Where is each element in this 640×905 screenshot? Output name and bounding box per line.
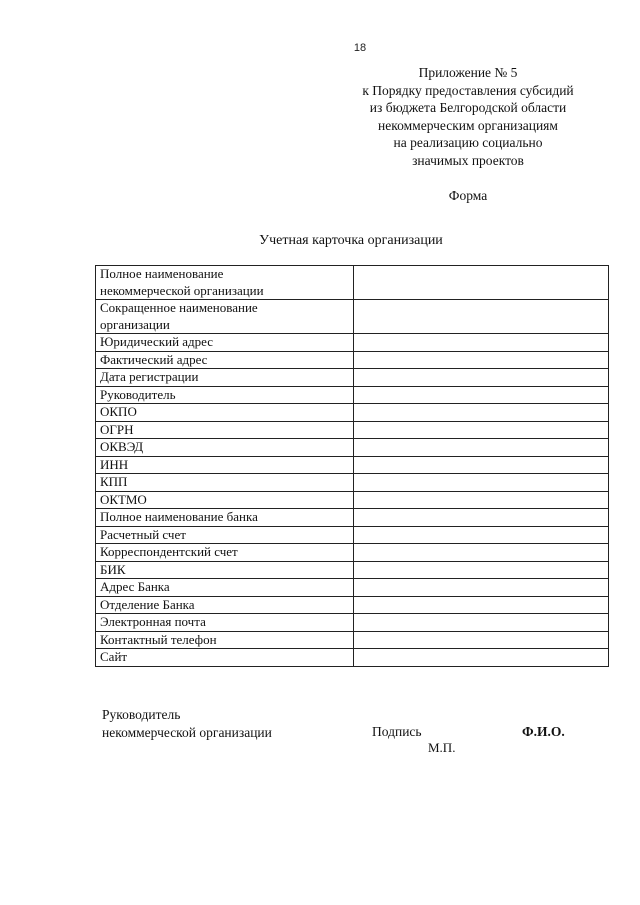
fio-label: Ф.И.О. <box>522 724 565 739</box>
table-row <box>96 526 609 544</box>
field-label <box>96 509 354 527</box>
field-value[interactable] <box>354 404 609 422</box>
appendix-line: некоммерческим организациям <box>378 117 558 133</box>
appendix-header <box>318 64 618 170</box>
field-value[interactable] <box>354 526 609 544</box>
page-number: 18 <box>353 42 367 54</box>
field-label <box>96 300 354 334</box>
field-value[interactable] <box>354 596 609 614</box>
signature-role-line: Руководитель <box>102 707 181 722</box>
field-value[interactable] <box>354 614 609 632</box>
field-label-line: Полное наименование <box>100 266 224 281</box>
field-label <box>96 614 354 632</box>
field-value[interactable] <box>354 509 609 527</box>
form-label: Форма <box>448 188 488 203</box>
field-label-line: Адрес Банка <box>100 579 170 594</box>
field-label-line: ОКТМО <box>100 491 147 507</box>
table-row <box>96 649 609 667</box>
field-value[interactable] <box>354 579 609 597</box>
table-row <box>96 561 609 579</box>
field-label <box>96 351 354 369</box>
table-row <box>96 579 609 597</box>
field-label <box>96 404 354 422</box>
table-row <box>96 631 609 649</box>
field-value[interactable] <box>354 334 609 352</box>
field-label <box>96 544 354 562</box>
field-value[interactable] <box>354 456 609 474</box>
table-row <box>96 596 609 614</box>
field-label <box>96 266 354 300</box>
table-row <box>96 266 609 300</box>
field-value[interactable] <box>354 421 609 439</box>
field-label <box>96 491 354 509</box>
appendix-line: из бюджета Белгородской области <box>369 100 567 116</box>
field-label <box>96 474 354 492</box>
field-value[interactable] <box>354 351 609 369</box>
field-label-line: Фактический адрес <box>100 351 208 367</box>
field-label-line: организации <box>100 316 170 332</box>
field-label <box>96 456 354 474</box>
stamp-label: М.П. <box>428 740 456 755</box>
signature-label: Подпись <box>372 724 422 739</box>
field-label <box>96 649 354 667</box>
field-label-line: Контактный телефон <box>100 631 217 647</box>
table-row <box>96 544 609 562</box>
appendix-line: значимых проектов <box>412 152 524 168</box>
field-label-line: Юридический адрес <box>100 334 214 349</box>
signature-role <box>102 706 272 741</box>
field-label <box>96 579 354 597</box>
field-label <box>96 561 354 579</box>
organization-card-body <box>96 266 609 667</box>
field-label <box>96 334 354 352</box>
card-title: Учетная карточка организации <box>259 233 443 248</box>
table-row <box>96 404 609 422</box>
table-row <box>96 369 609 387</box>
field-label-line: Полное наименование банка <box>100 509 258 524</box>
appendix-line: к Порядку предоставления субсидий <box>362 82 574 98</box>
field-value[interactable] <box>354 491 609 509</box>
appendix-line: на реализацию социально <box>393 135 543 151</box>
field-value[interactable] <box>354 649 609 667</box>
field-label <box>96 526 354 544</box>
field-value[interactable] <box>354 631 609 649</box>
table-row <box>96 491 609 509</box>
table-row <box>96 456 609 474</box>
field-value[interactable] <box>354 300 609 334</box>
field-label-line: БИК <box>100 561 126 577</box>
appendix-line: Приложение № 5 <box>418 65 518 80</box>
field-label-line: Руководитель <box>100 386 176 402</box>
field-label-line: КПП <box>100 474 128 489</box>
field-label <box>96 631 354 649</box>
organization-card-table <box>95 265 609 667</box>
table-row <box>96 439 609 457</box>
field-label-line: Сайт <box>100 649 128 664</box>
field-value[interactable] <box>354 369 609 387</box>
field-value[interactable] <box>354 474 609 492</box>
field-label-line: ОКВЭД <box>100 439 144 454</box>
signature-role-line: некоммерческой организации <box>102 724 272 740</box>
table-row <box>96 300 609 334</box>
field-label-line: некоммерческой организации <box>100 282 264 298</box>
table-row <box>96 421 609 439</box>
field-label-line: ОГРН <box>100 421 134 437</box>
field-label <box>96 386 354 404</box>
table-row <box>96 474 609 492</box>
field-label-line: ОКПО <box>100 404 137 419</box>
field-label <box>96 369 354 387</box>
field-label-line: Отделение Банка <box>100 596 195 612</box>
field-value[interactable] <box>354 544 609 562</box>
field-value[interactable] <box>354 561 609 579</box>
field-label <box>96 596 354 614</box>
field-label-line: Дата регистрации <box>100 369 199 384</box>
table-row <box>96 509 609 527</box>
field-label-line: ИНН <box>100 456 129 472</box>
table-row <box>96 614 609 632</box>
table-row <box>96 386 609 404</box>
field-label-line: Расчетный счет <box>100 526 186 542</box>
field-value[interactable] <box>354 386 609 404</box>
field-label <box>96 439 354 457</box>
field-label <box>96 421 354 439</box>
field-label-line: Электронная почта <box>100 614 206 629</box>
field-value[interactable] <box>354 266 609 300</box>
field-value[interactable] <box>354 439 609 457</box>
field-label-line: Корреспондентский счет <box>100 544 238 559</box>
field-label-line: Сокращенное наименование <box>100 300 258 315</box>
table-row <box>96 334 609 352</box>
table-row <box>96 351 609 369</box>
